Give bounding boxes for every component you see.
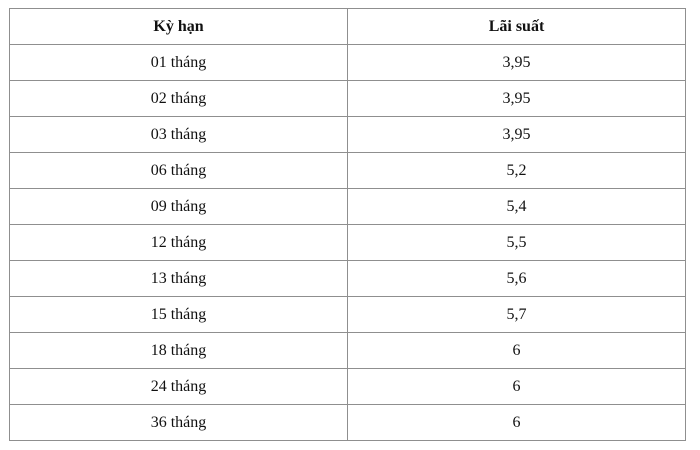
interest-rate-table (9, 8, 686, 441)
rate-cell: 3,95 (348, 45, 686, 81)
term-cell: 13 tháng (10, 261, 348, 297)
table-header-row (10, 9, 686, 45)
rate-cell: 5,7 (348, 297, 686, 333)
table-row (10, 153, 686, 189)
term-cell: 18 tháng (10, 333, 348, 369)
column-header-term: Kỳ hạn (10, 9, 348, 45)
rate-cell: 5,5 (348, 225, 686, 261)
term-cell: 24 tháng (10, 369, 348, 405)
table-row (10, 333, 686, 369)
table-row (10, 261, 686, 297)
rate-cell: 3,95 (348, 81, 686, 117)
term-cell: 02 tháng (10, 81, 348, 117)
term-cell: 15 tháng (10, 297, 348, 333)
rate-cell: 5,2 (348, 153, 686, 189)
rate-cell: 5,6 (348, 261, 686, 297)
term-cell: 09 tháng (10, 189, 348, 225)
rate-cell: 5,4 (348, 189, 686, 225)
table-row (10, 405, 686, 441)
rate-cell: 6 (348, 405, 686, 441)
table-row (10, 225, 686, 261)
term-cell: 12 tháng (10, 225, 348, 261)
column-header-rate: Lãi suất (348, 9, 686, 45)
table-row (10, 189, 686, 225)
rate-cell: 6 (348, 333, 686, 369)
term-cell: 03 tháng (10, 117, 348, 153)
table-row (10, 369, 686, 405)
term-cell: 06 tháng (10, 153, 348, 189)
rate-cell: 6 (348, 369, 686, 405)
rate-cell: 3,95 (348, 117, 686, 153)
table-row (10, 117, 686, 153)
table-row (10, 45, 686, 81)
term-cell: 01 tháng (10, 45, 348, 81)
term-cell: 36 tháng (10, 405, 348, 441)
table-row (10, 297, 686, 333)
table-row (10, 81, 686, 117)
